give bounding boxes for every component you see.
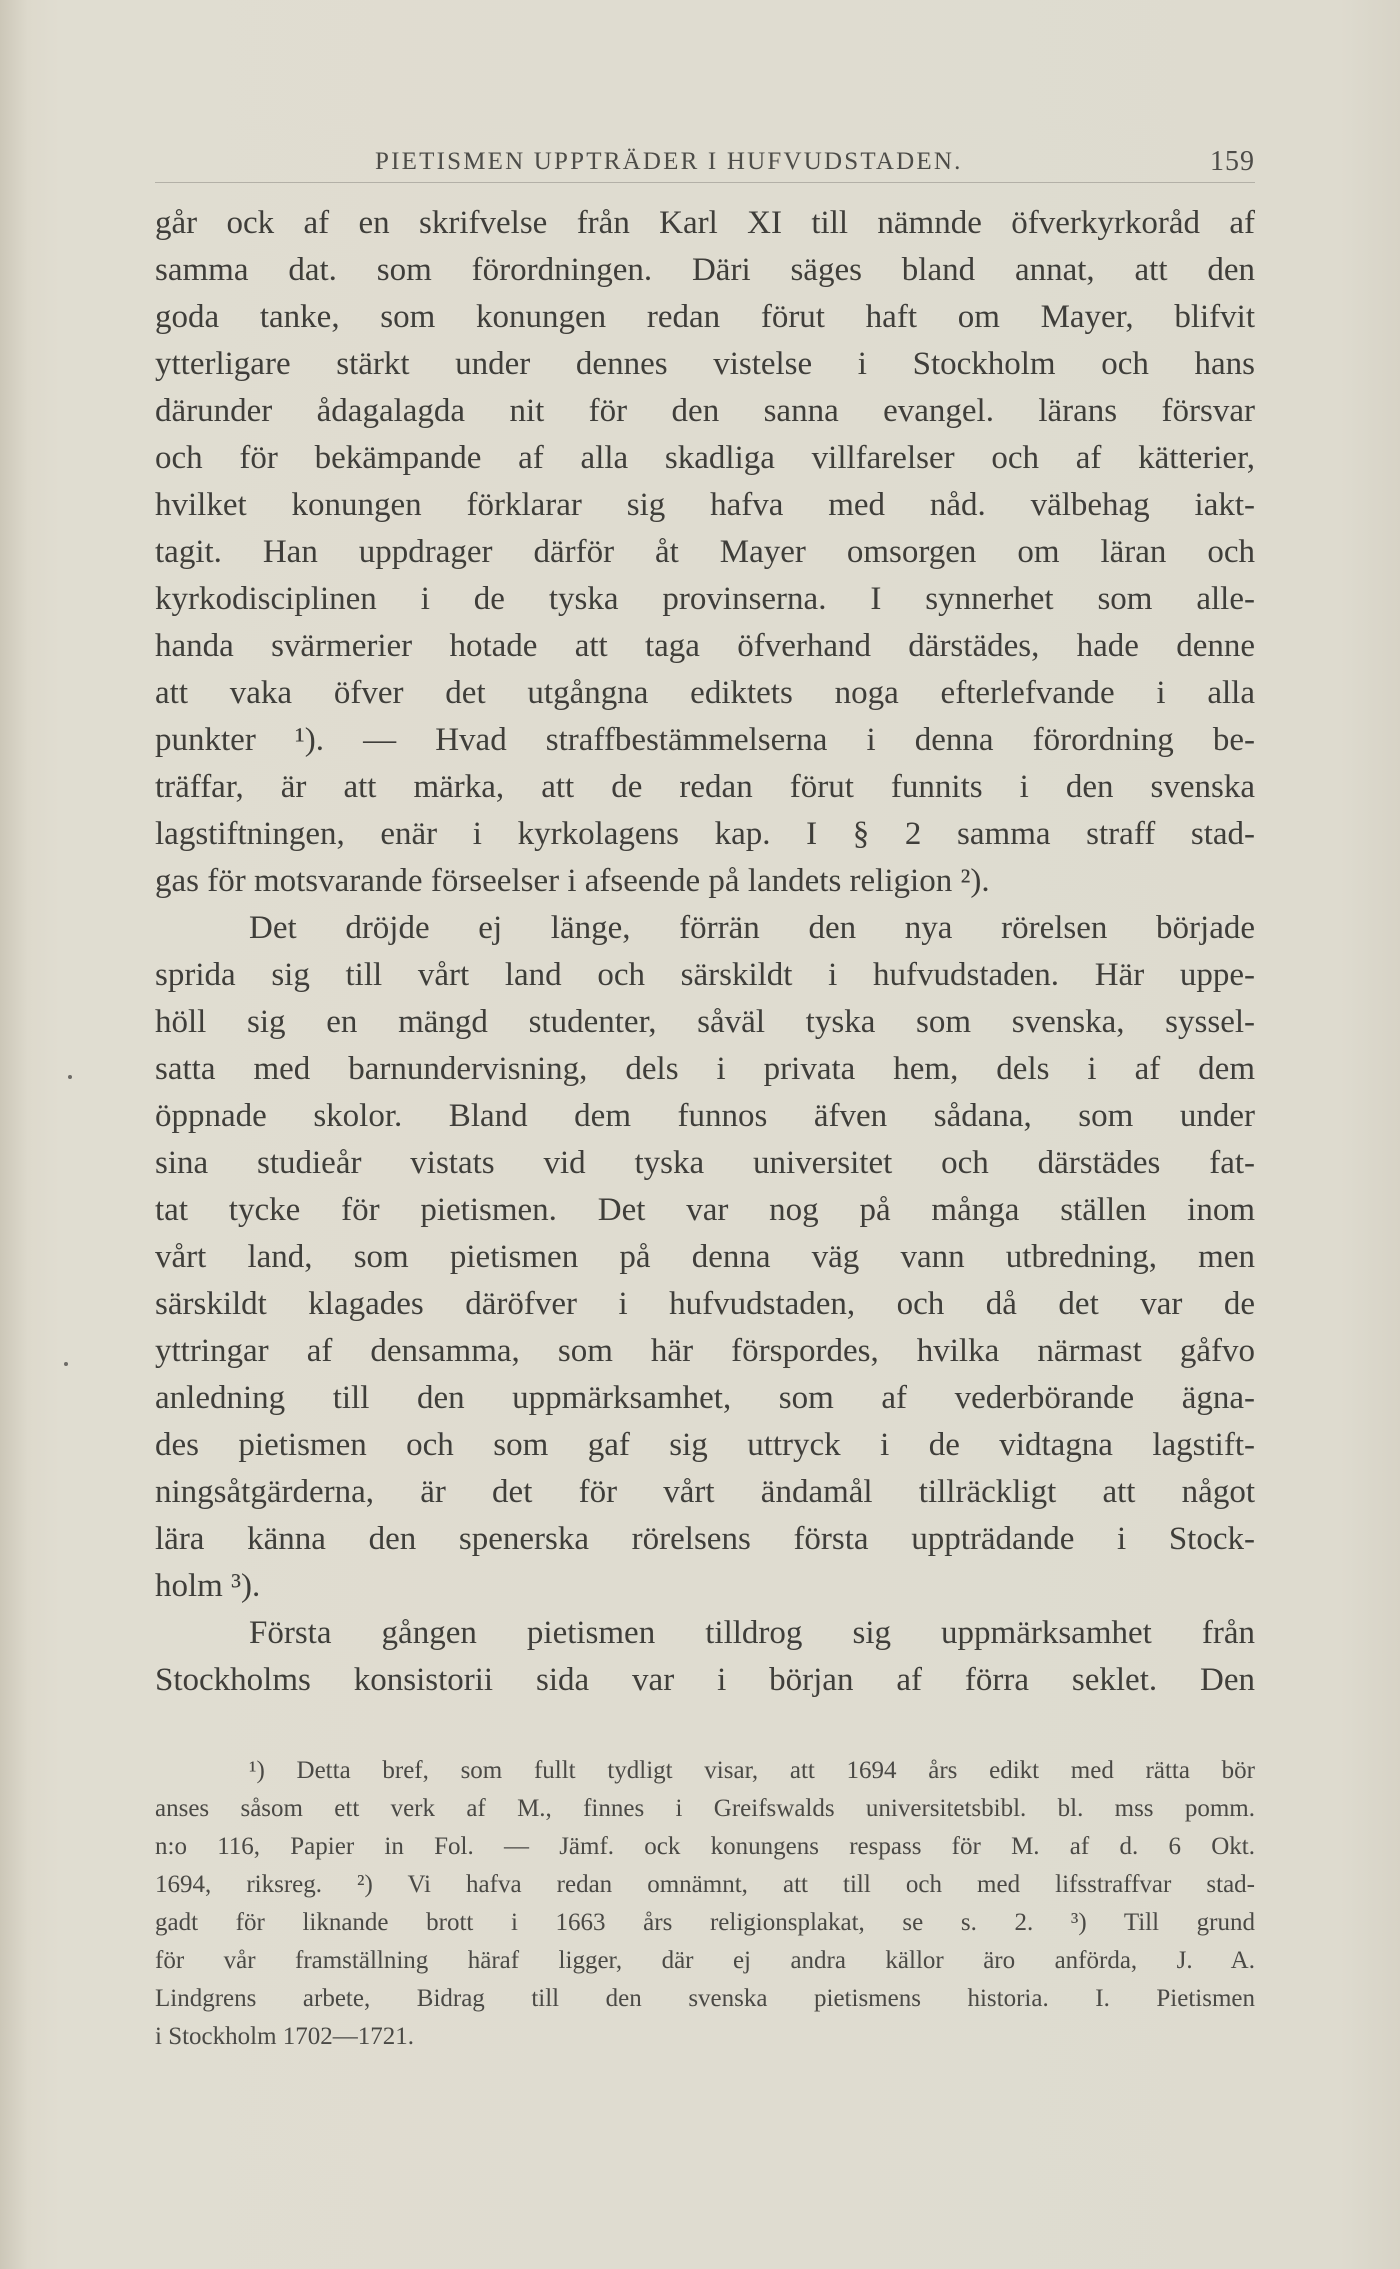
footnote-line: 1694, riksreg. ²) Vi hafva redan omnämnt, att till och med lifsstraffvar stad- — [155, 1871, 1255, 1898]
header-rule — [155, 182, 1255, 183]
footnote-line: anses såsom ett verk af M., finnes i Greifswalds universitetsbibl. bl. mss pomm. — [155, 1795, 1255, 1822]
body-line: går ock af en skrifvelse från Karl XI till nämnde öfverkyrkoråd af — [155, 205, 1255, 241]
body-line: därunder ådagalagda nit för den sanna evangel. lärans försvar — [155, 393, 1255, 429]
footnote-line: för vår framställning häraf ligger, där ej andra källor äro anförda, J. A. — [155, 1947, 1255, 1974]
footnote-line: ¹) Detta bref, som fullt tydligt visar, att 1694 års edikt med rätta bör — [249, 1757, 1255, 1784]
body-line: hvilket konungen förklarar sig hafva med nåd. välbehag iakt- — [155, 487, 1255, 523]
body-line: kyrkodisciplinen i de tyska provinserna. I synnerhet som alle- — [155, 581, 1255, 617]
body-line: lagstiftningen, enär i kyrkolagens kap. I § 2 samma straff stad- — [155, 816, 1255, 852]
running-head: PIETISMEN UPPTRÄDER I HUFVUDSTADEN. — [375, 148, 963, 175]
body-line: des pietismen och som gaf sig uttryck i de vidtagna lagstift- — [155, 1427, 1255, 1463]
page-header — [155, 142, 1255, 182]
body-line: anledning till den uppmärksamhet, som af vederbörande ägna- — [155, 1380, 1255, 1416]
body-line: träffar, är att märka, att de redan förut funnits i den svenska — [155, 769, 1255, 805]
body-line: sina studieår vistats vid tyska universitet och därstädes fat- — [155, 1145, 1255, 1181]
body-line: yttringar af densamma, som här förspordes, hvilka närmast gåfvo — [155, 1333, 1255, 1369]
footnote-line: n:o 116, Papier in Fol. — Jämf. ock konungens respass för M. af d. 6 Okt. — [155, 1833, 1255, 1860]
body-line: ytterligare stärkt under dennes vistelse i Stockholm och hans — [155, 346, 1255, 382]
body-line: Stockholms konsistorii sida var i början af förra seklet. Den — [155, 1662, 1255, 1698]
body-line: tat tycke för pietismen. Det var nog på många ställen inom — [155, 1192, 1255, 1228]
body-line: och för bekämpande af alla skadliga villfarelser och af kätterier, — [155, 440, 1255, 476]
page-number: 159 — [1210, 146, 1255, 177]
body-line-paragraph-start: Det dröjde ej länge, förrän den nya rörelsen började — [249, 910, 1255, 946]
margin-speck — [68, 1075, 72, 1079]
body-line: samma dat. som förordningen. Däri säges bland annat, att den — [155, 252, 1255, 288]
body-line: att vaka öfver det utgångna ediktets noga efterlefvande i alla — [155, 675, 1255, 711]
body-text — [155, 200, 1255, 1704]
footnote-line: Lindgrens arbete, Bidrag till den svenska pietismens historia. I. Pietismen — [155, 1985, 1255, 2012]
body-line: särskildt klagades däröfver i hufvudstaden, och då det var de — [155, 1286, 1255, 1322]
body-line: punkter ¹). — Hvad straffbestämmelserna i denna förordning be- — [155, 722, 1255, 758]
body-line: tagit. Han uppdrager därför åt Mayer omsorgen om läran och — [155, 534, 1255, 570]
margin-speck — [64, 1362, 68, 1366]
body-line-paragraph-start: Första gången pietismen tilldrog sig uppmärksamhet från — [249, 1615, 1255, 1651]
footnotes — [155, 1752, 1255, 2056]
body-line: gas för motsvarande förseelser i afseende på landets religion ²). — [155, 863, 990, 899]
body-line: holm ³). — [155, 1568, 261, 1604]
body-line: satta med barnundervisning, dels i privata hem, dels i af dem — [155, 1051, 1255, 1087]
body-line: lära känna den spenerska rörelsens första uppträdande i Stock- — [155, 1521, 1255, 1557]
body-line: ningsåtgärderna, är det för vårt ändamål tillräckligt att något — [155, 1474, 1255, 1510]
body-line: vårt land, som pietismen på denna väg vann utbredning, men — [155, 1239, 1255, 1275]
body-line: höll sig en mängd studenter, såväl tyska som svenska, syssel- — [155, 1004, 1255, 1040]
body-line: handa svärmerier hotade att taga öfverhand därstädes, hade denne — [155, 628, 1255, 664]
footnote-line: gadt för liknande brott i 1663 års religionsplakat, se s. 2. ³) Till grund — [155, 1909, 1255, 1936]
body-line: goda tanke, som konungen redan förut haft om Mayer, blifvit — [155, 299, 1255, 335]
footnote-line: i Stockholm 1702—1721. — [155, 2023, 415, 2050]
body-line: sprida sig till vårt land och särskildt i hufvudstaden. Här uppe- — [155, 957, 1255, 993]
body-line: öppnade skolor. Bland dem funnos äfven sådana, som under — [155, 1098, 1255, 1134]
